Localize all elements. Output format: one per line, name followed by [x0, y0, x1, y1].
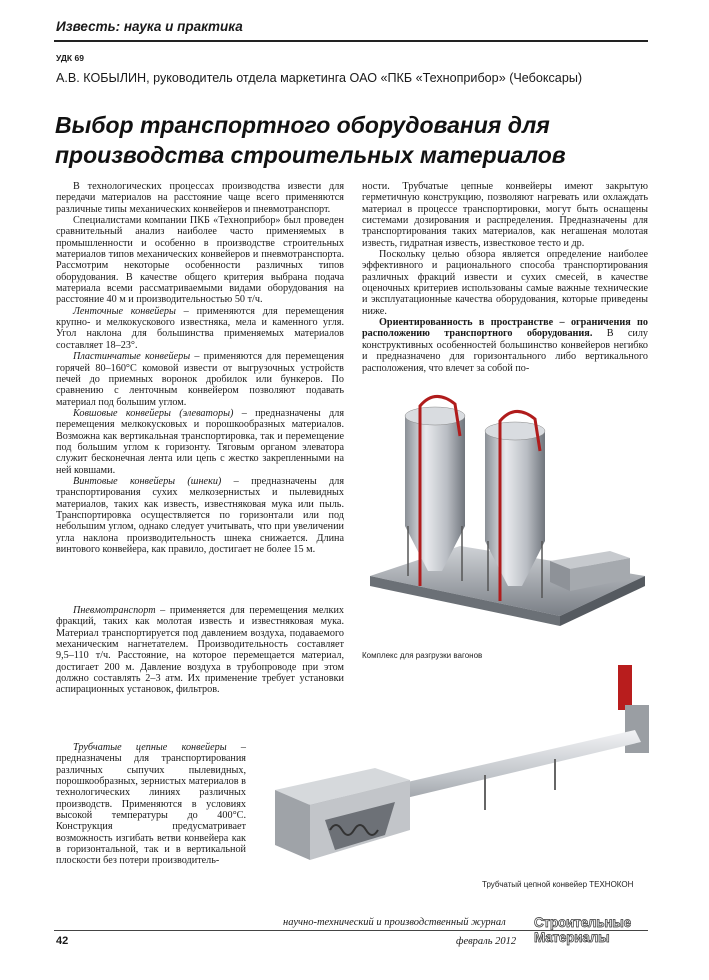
issue-date: февраль 2012 [456, 936, 517, 947]
logo-line-2: Материалы [534, 930, 610, 945]
paragraph-analysis: Специалистами компании ПКБ «Техноприбор» был проведен сравнительный анализ наиболее часто применяемых в промышленности и особенно в производстве строительных материалов типов механических конвейеров и пневмотранспорта. Рассмотрим некоторые особенности различных типов оборудования. В качестве общего критерия выбрана подача материала всеми рассматриваемыми видами оборудования на расстояние 40 м и производительностью 50 т/ч. [56, 215, 344, 306]
paragraph-tubular [56, 742, 246, 867]
column-1-top [56, 181, 344, 555]
text-bucket: – предназначены для перемещения мелкокусковых и порошкообразных материалов. Возможна как вертикальная транспортировка, так и перемещение под большим углом к горизонту. Тяговым органом элеватора служит бесконечная лента или цепь с жестко закрепленными на ней ковшами. [56, 407, 344, 476]
author-line: А.В. КОБЫЛИН, руководитель отдела маркетинга ОАО «ПКБ «Техноприбор» (Чебоксары) [56, 71, 583, 85]
paragraph-tubular-continued: ности. Трубчатые цепные конвейеры имеют закрытую герметичную конструкцию, позволяют нагревать или охлаждать материал в процессе транспортировки, могут быть оснащены системами дозирования и распределения. Предназначены для транспортирования таких материалов, как негашеная молотая известь, гидратная известь, известковое тесто и др. [362, 181, 648, 249]
figure-1-caption: Комплекс для разгрузки вагонов [362, 651, 483, 660]
paragraph-bucket [56, 408, 344, 476]
title-line-2: производства строительных материалов [55, 142, 566, 168]
term-tubular: Трубчатые цепные конвейеры [73, 742, 227, 753]
orientation-lead: Ориентированность в пространстве – ограничения по расположению транспортного оборудования. [362, 317, 648, 340]
title-line-1: Выбор транспортного оборудования для [55, 112, 550, 138]
article-title [55, 110, 655, 170]
term-pneumo: Пневмотранспорт [73, 605, 156, 616]
text-tubular: – предназначены для транспортирования различных сыпучих пылевидных, порошкообразных, зернистых материалов в технологических линиях различных производств. Применяются в условиях высокой температуры до 400°С. Конструкция предусматривает возможность изгибать ветви конвейера как в горизонтальной, так и в вертикальной плоскости без потери производитель- [56, 742, 246, 867]
figure-2-caption: Трубчатый цепной конвейер ТЕХНОКОН [482, 880, 634, 889]
journal-name: научно-технический и производственный журнал [283, 917, 506, 928]
paragraph-purpose: Поскольку целью обзора является определение наиболее эффективного и рационального способа транспортирования различных фракций извести и сухих смесей, в качестве оценочных критериев использованы самые важные технические и эксплуатационные качества оборудования, которые приведены ниже. [362, 249, 648, 317]
text-plate: – применяются для перемещения горячей 80–160°С комовой извести от выгрузочных устройств печей до приемных воронок дробилок или бункеров. По сравнению с ленточным конвейером позволяют подавать материал под большим углом. [56, 351, 344, 408]
text-belt: – применяются для перемещения крупно- и мелкокускового известняка, мела и каменного угля. Угол наклона для большинства применяемых материалов составляет 18–23°. [56, 305, 344, 351]
text-screw: – предназначены для транспортирования сухих мелкозернистых и пылевидных материалов, таких как известь, известняковая мука или пыль. Транспортировка осуществляется по горизонтали или под небольшим углом, однако следует учитывать, что при увеличении угла наклона производительность шнека снижается. Длина винтового конвейера, как правило, достигает не более 15 м. [56, 475, 344, 555]
paragraph-intro: В технологических процессах производства извести для передачи материалов на расстояние чаще всего применяются различные типы механических конвейеров и пневмотранспорт. [56, 181, 344, 215]
term-bucket: Ковшовые конвейеры (элеваторы) [73, 407, 234, 419]
page-number: 42 [56, 935, 69, 947]
term-belt: Ленточные конвейеры [73, 305, 176, 317]
orientation-text: В силу конструктивных особенностей большинство конвейеров негибко и предназначено для горизонтального либо вертикального расположения, что влечет за собой по- [362, 328, 648, 374]
paragraph-plate [56, 351, 344, 408]
paragraph-screw [56, 476, 344, 555]
udk-code: УДК 69 [56, 53, 84, 63]
tubular-chain-conveyor-image [255, 660, 655, 880]
journal-logo [534, 915, 646, 949]
header-rule [54, 40, 648, 42]
wagon-unloading-complex-image [360, 376, 650, 646]
paragraph-orientation [362, 317, 648, 374]
term-plate: Пластинчатые конвейеры [73, 351, 191, 363]
term-screw: Винтовые конвейеры (шнеки) [73, 475, 222, 487]
logo-line-1: Строительные [534, 915, 631, 930]
paragraph-belt [56, 306, 344, 351]
section-header-title: Известь: наука и практика [56, 19, 243, 34]
column-2 [362, 181, 648, 374]
column-1-bottom [56, 742, 246, 867]
text-pneumo: – применяется для перемещения мелких фракций, таких как молотая известь и известняковая мука. Материал транспортируется под давлением воздуха, подаваемого механическим нагнетателем. Производительность составляет 9,5–110 т/ч. Расстояние, на которое перемещается материал, достигает 200 м. Давление воздуха в трубопроводе при этом должно составлять 2–3 атм. Их применение требует установки аспирационных установок, фильтров. [56, 605, 344, 696]
